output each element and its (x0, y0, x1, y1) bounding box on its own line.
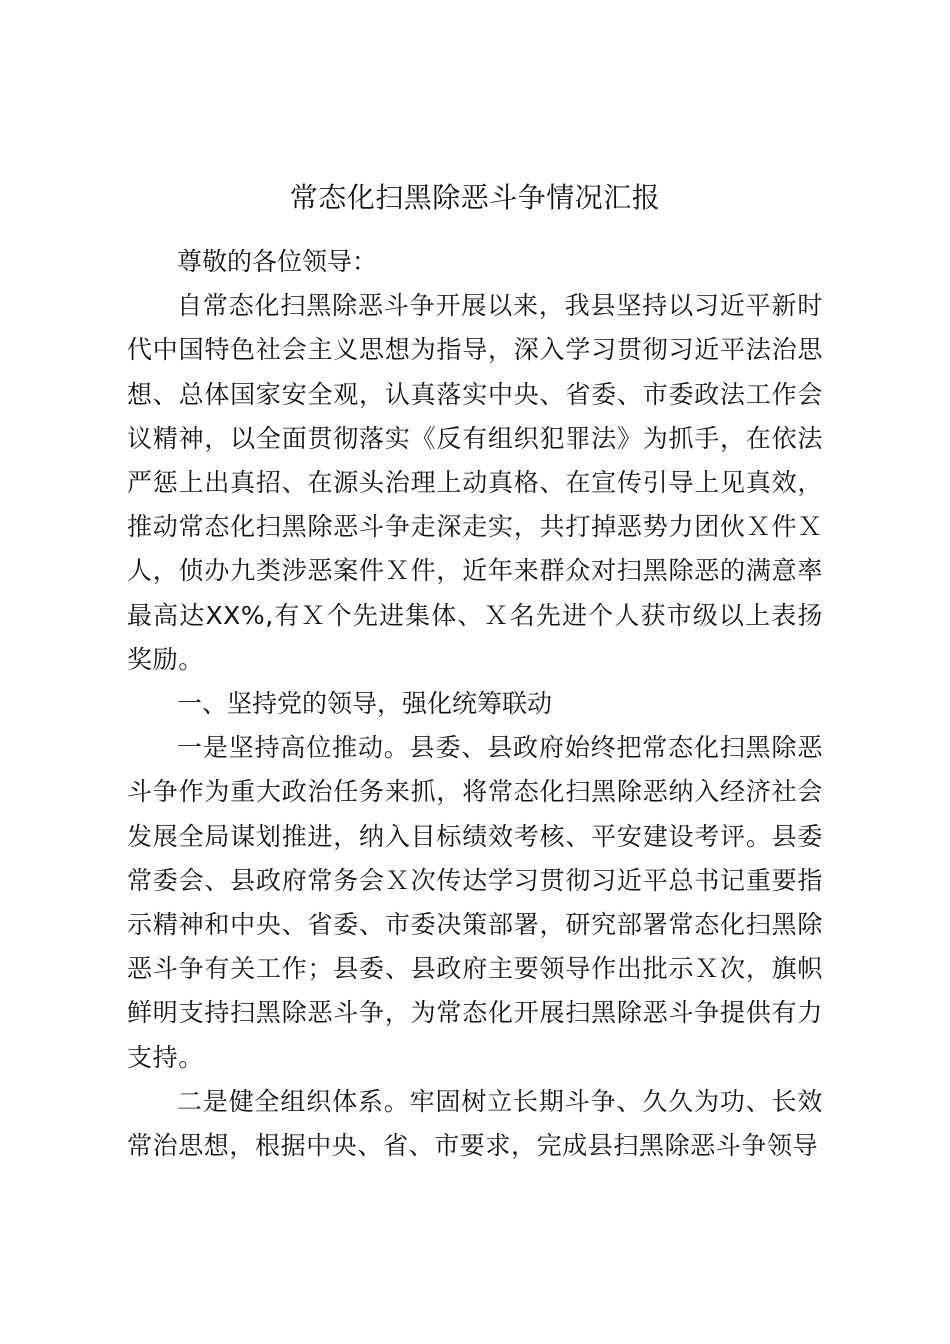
paragraph-organization-system: 二是健全组织体系。牢固树立长期斗争、久久为功、长效常治思想，根据中央、省、市要求，完成县扫黑除恶斗争领导 (127, 1086, 823, 1161)
document-body (127, 240, 823, 1168)
document-title: 常态化扫黑除恶斗争情况汇报 (289, 181, 661, 214)
section-heading-1: 一、坚持党的领导，强化统筹联动 (177, 689, 553, 719)
paragraph-intro: 自常态化扫黑除恶斗争开展以来，我县坚持以习近平新时代中国特色社会主义思想为指导，深入学习贯彻习近平法治思想、总体国家安全观，认真落实中央、省委、市委政法工作会议精神，以全面贯彻落实《反有组织犯罪法》为抓手，在依法严惩上出真招、在源头治理上动真格、在宣传引导上见真效，推动常态化扫黑除恶斗争走深走实，共打掉恶势力团伙Ｘ件Ｘ人，侦办九类涉恶案件Ｘ件，近年来群众对扫黑除恶的满意率最高达XX%,有Ｘ个先进集体、Ｘ名先进个人获市级以上表扬奖励。 (127, 291, 823, 674)
salutation: 尊敬的各位领导： (177, 247, 378, 276)
paragraph-high-level-push: 一是坚持高位推动。县委、县政府始终把常态化扫黑除恶斗争作为重大政治任务来抓，将常态化扫黑除恶纳入经济社会发展全局谋划推进，纳入目标绩效考核、平安建设考评。县委常委会、县政府常务会Ｘ次传达学习贯彻习近平总书记重要指示精神和中央、省委、市委决策部署，研究部署常态化扫黑除恶斗争有关工作；县委、县政府主要领导作出批示Ｘ次，旗帜鲜明支持扫黑除恶斗争，为常态化开展扫黑除恶斗争提供有力支持。 (127, 733, 823, 1072)
